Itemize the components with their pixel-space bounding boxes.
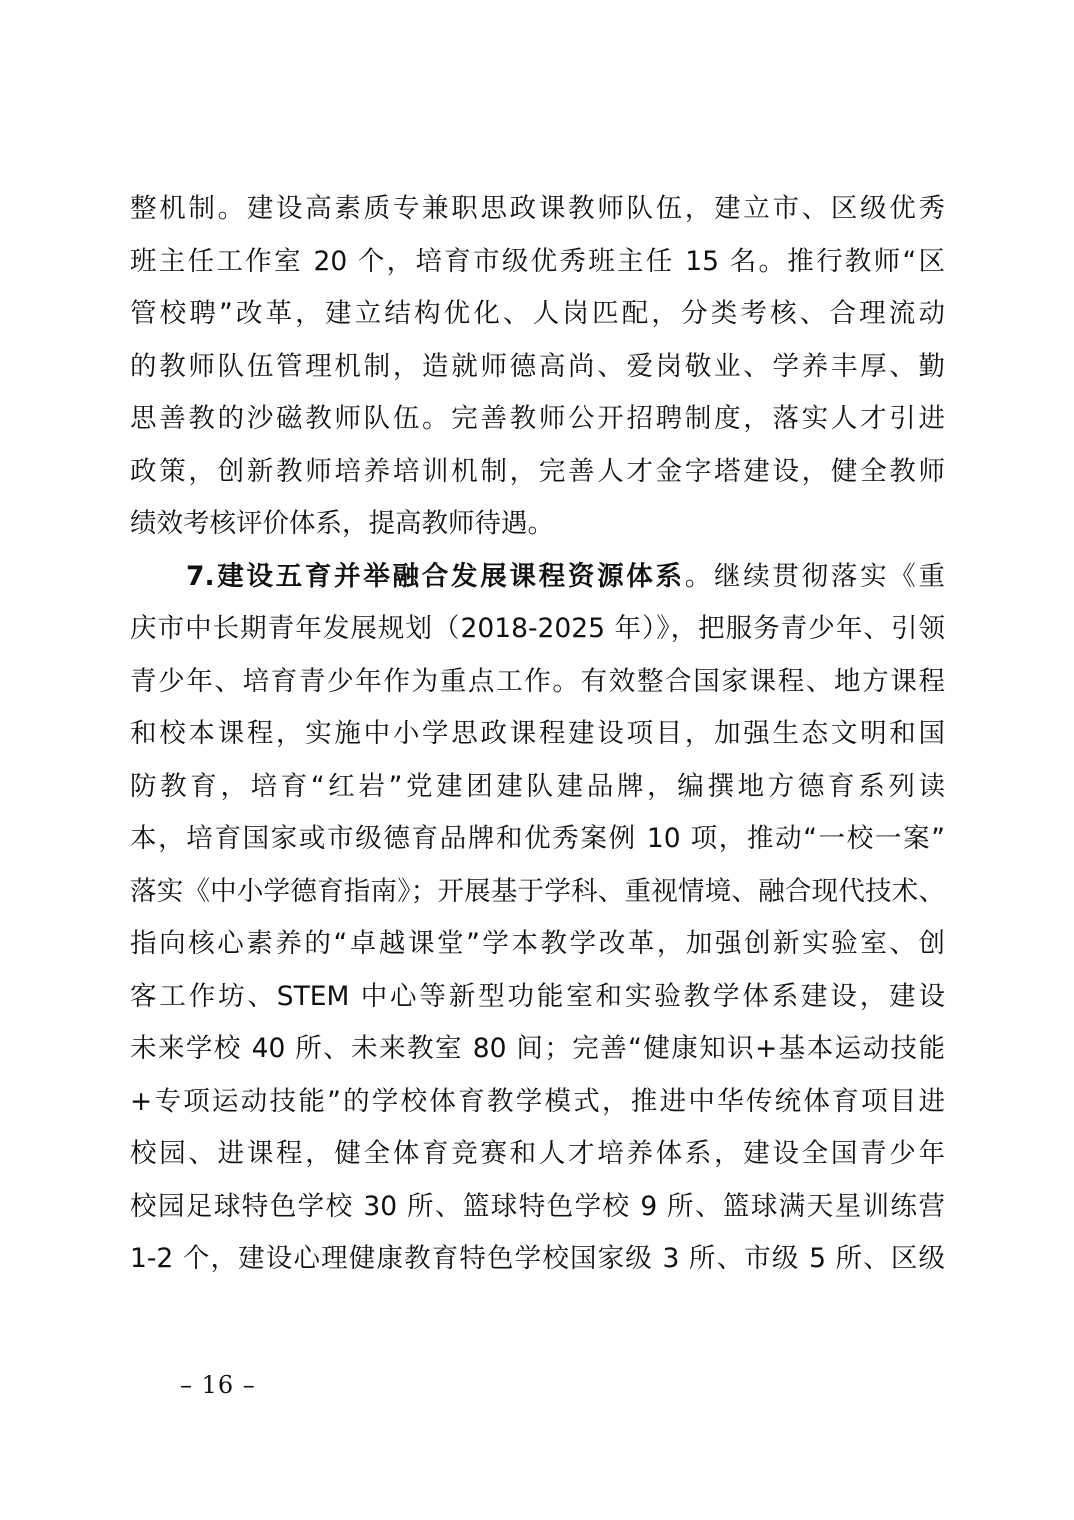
paragraph-line: 落实《中小学德育指南》；开展基于学科、重视情境、融合现代技术、: [130, 875, 945, 907]
paragraph-line: 防教育，培育“红岩”党建团建队建品牌，编撰地方德育系列读: [130, 770, 945, 802]
paragraph-line: 校园、进课程，健全体育竞赛和人才培养体系，建设全国青少年: [130, 1138, 945, 1169]
heading-line-continuation: 。继续贯彻落实《重: [684, 560, 946, 592]
paragraph-line: 庆市中长期青年发展规划（2018-2025 年）》，把服务青少年、引领: [130, 613, 945, 644]
paragraph-line: 校园足球特色学校 30 所、篮球特色学校 9 所、篮球满天星训练营: [130, 1190, 945, 1222]
paragraph-line: 管校聘”改革，建立结构优化、人岗匹配，分类考核、合理流动: [130, 298, 945, 329]
paragraph-line: 思善教的沙磁教师队伍。完善教师公开招聘制度，落实人才引进: [130, 403, 945, 434]
paragraph-line: 班主任工作室 20 个，培育市级优秀班主任 15 名。推行教师“区: [130, 245, 945, 277]
section-heading: 7.建设五育并举融合发展课程资源体系: [186, 560, 685, 592]
paragraph-line: 指向核心素养的“卓越课堂”学本教学改革，加强创新实验室、创: [130, 928, 945, 959]
paragraph-line: 未来学校 40 所、未来教室 80 间；完善“健康知识+基本运动技能: [130, 1033, 945, 1064]
paragraph-line: 1-2 个，建设心理健康教育特色学校国家级 3 所、市级 5 所、区级: [130, 1243, 945, 1274]
paragraph-line: 绩效考核评价体系，提高教师待遇。: [130, 508, 554, 539]
body-text: [130, 183, 945, 1286]
paragraph-line: +专项运动技能”的学校体育教学模式，推进中华传统体育项目进: [130, 1085, 945, 1117]
paragraph-line: 客工作坊、STEM 中心等新型功能室和实验教学体系建设，建设: [130, 980, 945, 1012]
page-number: – 16 –: [180, 1371, 256, 1399]
paragraph-line: 的教师队伍管理机制，造就师德高尚、爱岗敬业、学养丰厚、勤: [130, 350, 945, 382]
section-heading-line: [130, 551, 945, 604]
paragraph-line: 本，培育国家或市级德育品牌和优秀案例 10 项，推动“一校一案”: [130, 823, 945, 854]
paragraph-line: 政策，创新教师培养培训机制，完善人才金字塔建设，健全教师: [130, 455, 945, 487]
paragraph-line: 和校本课程，实施中小学思政课程建设项目，加强生态文明和国: [130, 718, 945, 749]
paragraph-line: 整机制。建设高素质专兼职思政课教师队伍，建立市、区级优秀: [130, 193, 945, 224]
paragraph-line: 青少年、培育青少年作为重点工作。有效整合国家课程、地方课程: [130, 665, 945, 697]
